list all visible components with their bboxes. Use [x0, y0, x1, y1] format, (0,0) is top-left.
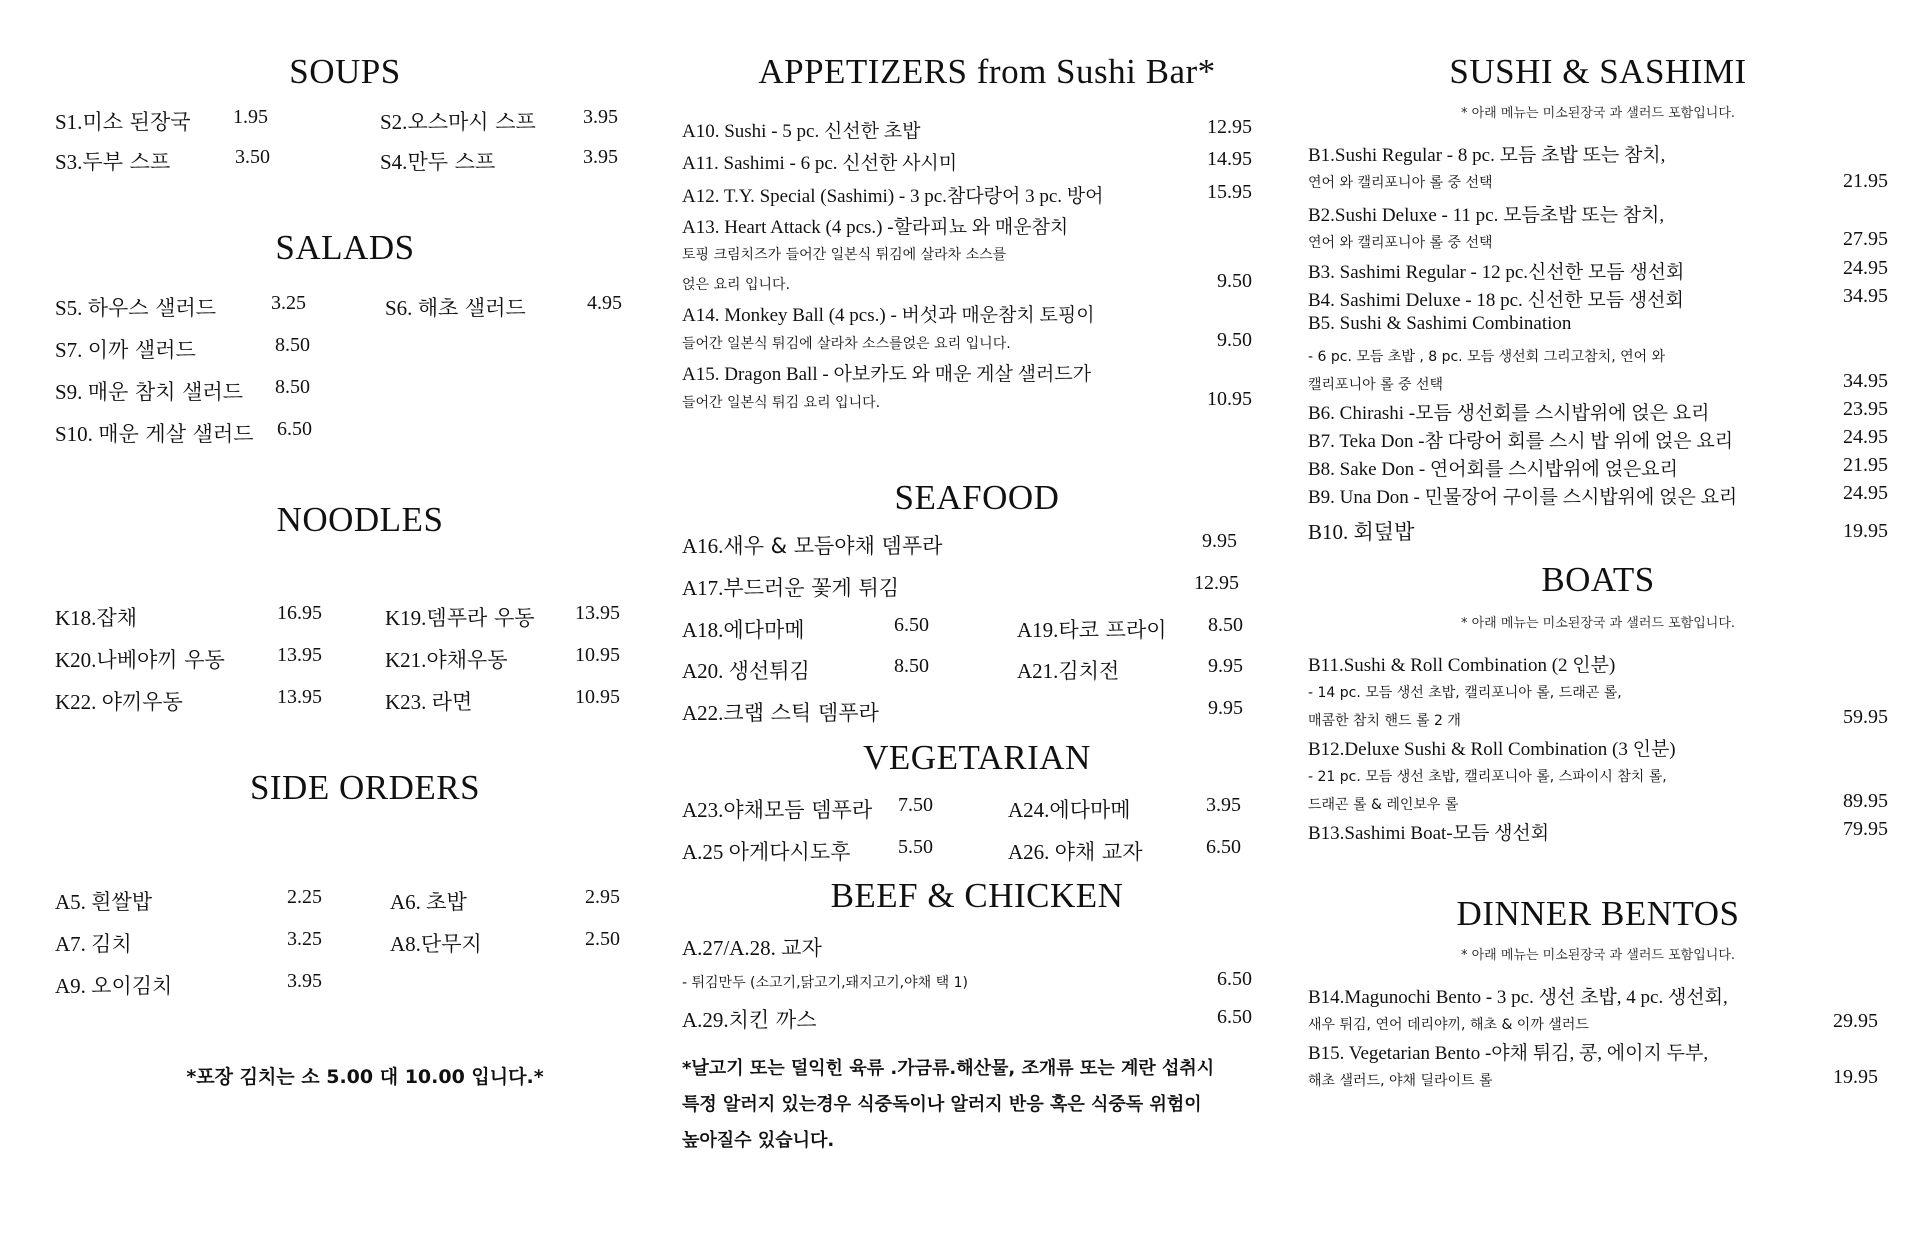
vegetarian-heading: VEGETARIAN: [863, 738, 1091, 777]
item-description: - 6 pc. 모듬 초밥 , 8 pc. 모듬 생선회 그리고참치, 연어 와: [1308, 349, 1666, 365]
item-description: 들어간 일본식 튀김에 살라차 소스를얹은 요리 입니다.: [682, 336, 1011, 352]
item-price: 27.95: [1843, 228, 1888, 250]
menu-item: B3. Sashimi Regular - 12 pc.신선한 모듬 생선회: [1308, 262, 1685, 283]
soups-heading: SOUPS: [289, 52, 401, 91]
menu-item: B15. Vegetarian Bento -야채 튀김, 콩, 에이지 두부,: [1308, 1043, 1709, 1064]
item-price: 89.95: [1843, 790, 1888, 812]
menu-item: B13.Sashimi Boat-모듬 생선회: [1308, 823, 1550, 844]
item-price: 21.95: [1843, 170, 1888, 192]
item-price: 79.95: [1843, 818, 1888, 840]
item-price: 6.50: [1217, 1006, 1252, 1028]
item-price: 19.95: [1833, 1066, 1878, 1088]
item-price: 24.95: [1843, 257, 1888, 279]
item-description: 드래곤 롤 & 레인보우 롤: [1308, 797, 1459, 813]
menu-item: A13. Heart Attack (4 pcs.) -할라피뇨 와 매운참치: [682, 217, 1069, 238]
menu-item: B4. Sashimi Deluxe - 18 pc. 신선한 모듬 생선회: [1308, 290, 1684, 311]
noodles-heading: NOODLES: [276, 500, 444, 539]
allergy-warning: 높아질수 있습니다.: [682, 1130, 835, 1151]
item-description: 들어간 일본식 튀김 요리 입니다.: [682, 395, 881, 411]
item-price: 23.95: [1843, 398, 1888, 420]
item-price: 29.95: [1833, 1010, 1878, 1032]
salads-heading: SALADS: [275, 228, 415, 267]
side-orders-heading: SIDE ORDERS: [249, 768, 481, 807]
item-price: 34.95: [1843, 285, 1888, 307]
menu-item: B11.Sushi & Roll Combination (2 인분): [1308, 655, 1616, 676]
item-price: 10.95: [1207, 388, 1252, 410]
item-description: 매콤한 참치 핸드 롤 2 개: [1308, 713, 1461, 729]
includes-note: * 아래 메뉴는 미소된장국 과 샐러드 포함입니다.: [1460, 616, 1736, 631]
menu-item: A15. Dragon Ball - 아보카도 와 매운 게살 샐러드가: [682, 364, 1092, 385]
item-description: - 21 pc. 모듬 생선 초밥, 캘리포니아 롤, 스파이시 참치 롤,: [1308, 769, 1667, 785]
item-price: 21.95: [1843, 454, 1888, 476]
includes-note: * 아래 메뉴는 미소된장국 과 샐러드 포함입니다.: [1460, 106, 1736, 121]
menu-item: B7. Teka Don -참 다랑어 회를 스시 밥 위에 얹은 요리: [1308, 431, 1734, 452]
menu-item: B2.Sushi Deluxe - 11 pc. 모듬초밥 또는 참치,: [1308, 205, 1665, 226]
item-price: 12.95: [1207, 116, 1252, 138]
sushi-sashimi-heading: SUSHI & SASHIMI: [1449, 52, 1747, 91]
menu-item: A12. T.Y. Special (Sashimi) - 3 pc.참다랑어 3 pc. 방어: [682, 186, 1104, 207]
item-price: 6.50: [1217, 968, 1252, 990]
item-price: 24.95: [1843, 426, 1888, 448]
menu-item: B12.Deluxe Sushi & Roll Combination (3 인분): [1308, 739, 1676, 760]
item-description: 연어 와 캘리포니아 롤 중 선택: [1308, 175, 1493, 191]
appetizers-heading: APPETIZERS from Sushi Bar*: [758, 52, 1216, 91]
menu-item: A14. Monkey Ball (4 pcs.) - 버섯과 매운참치 토핑이: [682, 305, 1095, 326]
menu-item: B5. Sushi & Sashimi Combination: [1308, 313, 1572, 334]
menu-item: B8. Sake Don - 연어회를 스시밥위에 얹은요리: [1308, 459, 1679, 480]
menu-item: B6. Chirashi -모듬 생선회를 스시밥위에 얹은 요리: [1308, 403, 1710, 424]
item-price: 24.95: [1843, 482, 1888, 504]
allergy-warning: 특정 알러지 있는경우 식중독이나 알러지 반응 혹은 식중독 위험이: [682, 1094, 1202, 1115]
menu-item: B14.Magunochi Bento - 3 pc. 생선 초밥, 4 pc. 생선회,: [1308, 987, 1728, 1008]
menu-item: B1.Sushi Regular - 8 pc. 모듬 초밥 또는 참치,: [1308, 145, 1666, 166]
seafood-heading: SEAFOOD: [894, 478, 1060, 517]
item-description: 캘리포니아 롤 중 선택: [1308, 377, 1444, 393]
menu-item: B10. 회덮밥: [1308, 520, 1415, 544]
includes-note: * 아래 메뉴는 미소된장국 과 샐러드 포함입니다.: [1460, 948, 1736, 963]
item-description: - 튀김만두 (소고기,닭고기,돼지고기,야채 택 1): [682, 975, 968, 991]
allergy-warning: *날고기 또는 덜익힌 육류 .가금류.해산물, 조개류 또는 계란 섭취시: [682, 1058, 1215, 1079]
item-description: - 14 pc. 모듬 생선 초밥, 캘리포니아 롤, 드래곤 롤,: [1308, 685, 1622, 701]
menu-item: B9. Una Don - 민물장어 구이를 스시밥위에 얹은 요리: [1308, 487, 1738, 508]
item-description: 토핑 크림치즈가 들어간 일본식 튀김에 살라차 소스를: [682, 247, 1007, 263]
item-price: 14.95: [1207, 148, 1252, 170]
item-price: 9.50: [1217, 329, 1252, 351]
dinner-bentos-heading: DINNER BENTOS: [1456, 894, 1740, 933]
item-price: 19.95: [1843, 520, 1888, 542]
item-description: 얹은 요리 입니다.: [682, 277, 791, 293]
item-description: 해초 샐러드, 야채 딜라이트 롤: [1308, 1073, 1493, 1089]
item-price: 59.95: [1843, 706, 1888, 728]
item-price: 9.50: [1217, 270, 1252, 292]
menu-item: A10. Sushi - 5 pc. 신선한 초밥: [682, 121, 921, 142]
beef-chicken-heading: BEEF & CHICKEN: [830, 876, 1124, 915]
menu-item: A11. Sashimi - 6 pc. 신선한 사시미: [682, 153, 958, 174]
item-price: 15.95: [1207, 181, 1252, 203]
boats-heading: BOATS: [1541, 560, 1655, 599]
kimchi-note: *포장 김치는 소 5.00 대 10.00 입니다.*: [186, 1066, 544, 1088]
item-description: 새우 튀김, 연어 데리야끼, 해초 & 이까 샐러드: [1308, 1017, 1589, 1033]
item-description: 연어 와 캘리포니아 롤 중 선택: [1308, 235, 1493, 251]
item-price: 34.95: [1843, 370, 1888, 392]
